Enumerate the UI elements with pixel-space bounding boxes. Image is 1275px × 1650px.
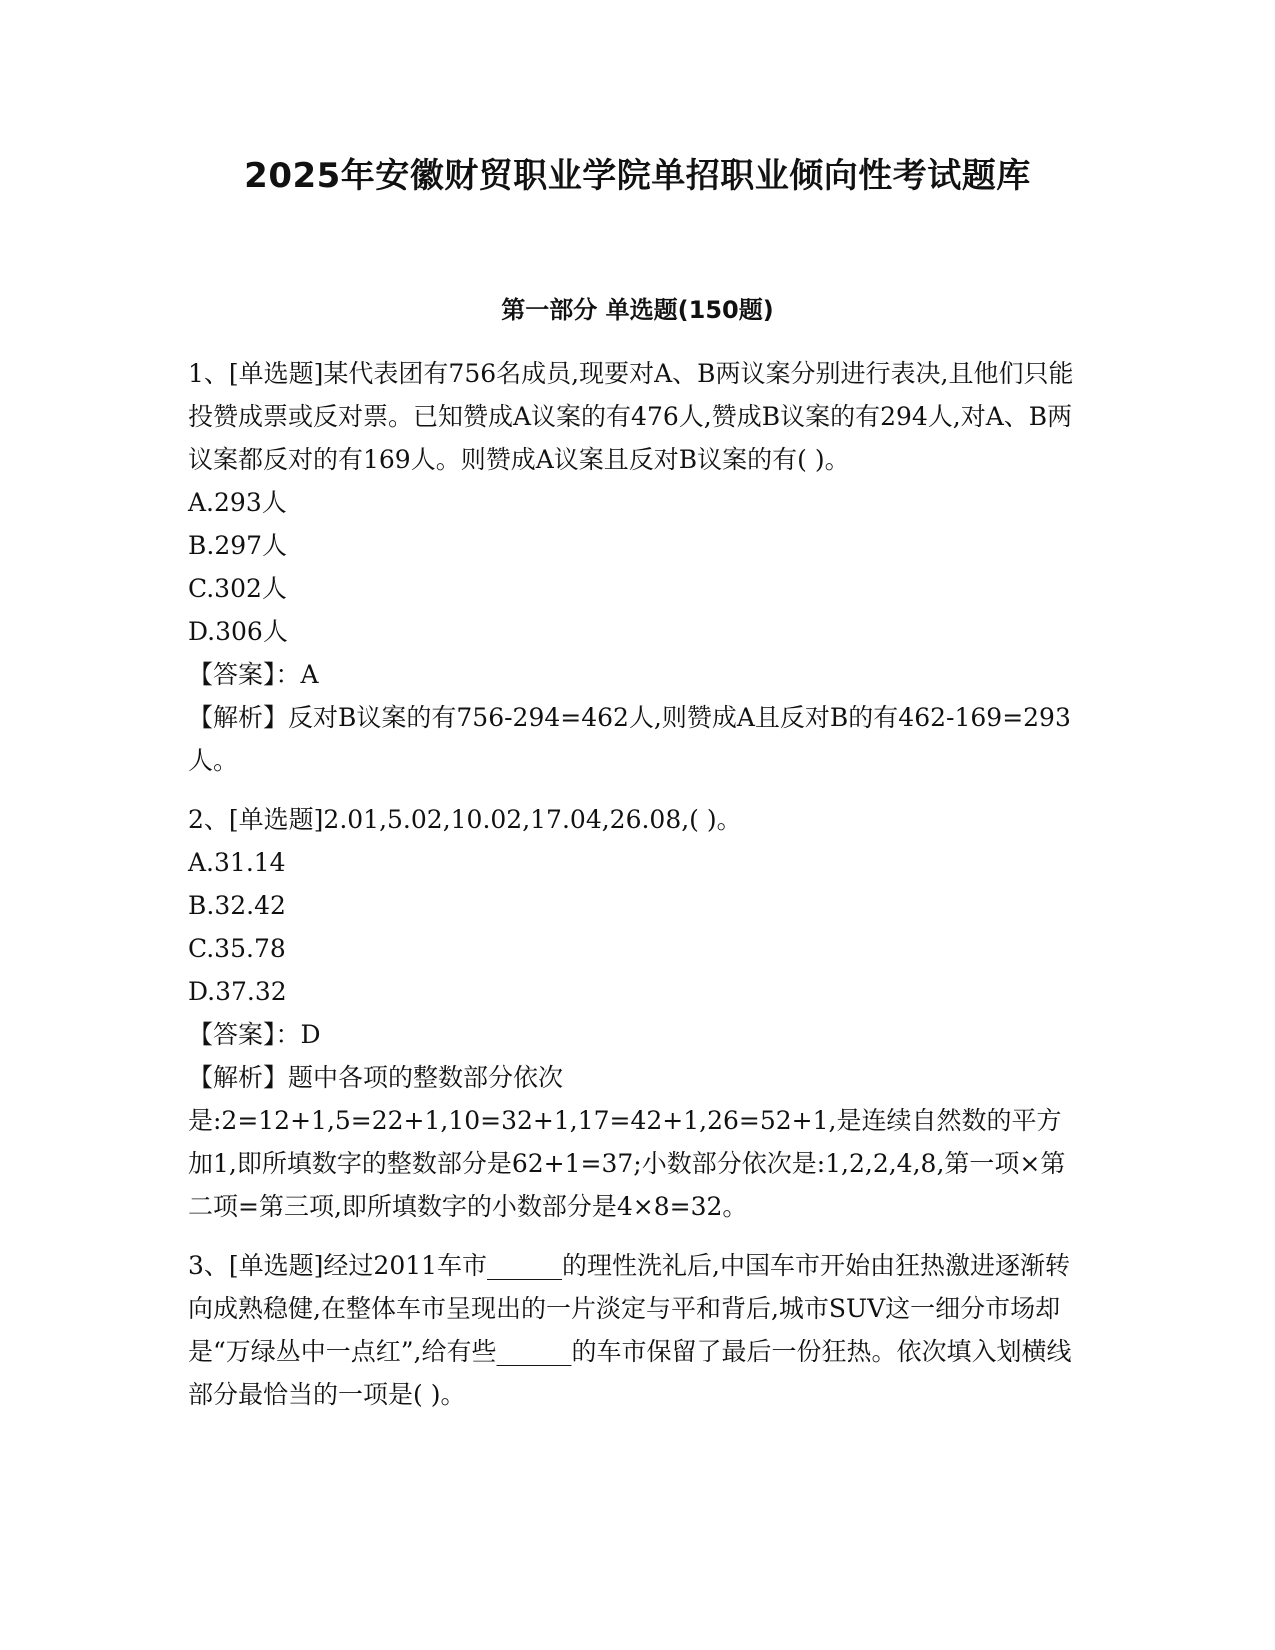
answer-label: 【答案】：: [188, 660, 301, 689]
question-stem: 1、[单选题]某代表团有756名成员,现要对A、B两议案分别进行表决,且他们只能投赞成票或反对票。已知赞成A议案的有476人,赞成B议案的有294人,对A、B两议案都反对的有169人。则赞成A议案且反对B议案的有( )。: [188, 359, 1074, 474]
analysis-label: 【解析】: [188, 703, 289, 732]
option-c: C.35.78: [188, 934, 286, 963]
analysis-text: 反对B议案的有756-294=462人,则赞成A且反对B的有462-169=293人。: [188, 703, 1071, 775]
answer-value: D: [300, 1020, 321, 1049]
analysis-line: [188, 1056, 1078, 1228]
option-a: A.31.14: [188, 848, 286, 877]
option-b: B.32.42: [188, 891, 286, 920]
section-title: 第一部分 单选题(150题): [501, 296, 774, 324]
answer-line: [188, 1013, 1078, 1056]
question-3: [188, 1244, 1078, 1416]
option-d: D.306人: [188, 617, 288, 646]
analysis-line: [188, 696, 1078, 782]
question-stem: 2、[单选题]2.01,5.02,10.02,17.04,26.08,( )。: [188, 805, 742, 834]
answer-value: A: [300, 660, 319, 689]
question-2: [188, 798, 1078, 1228]
question-stem: 3、[单选题]经过2011车市______的理性洗礼后,中国车市开始由狂热激进逐渐转向成熟稳健,在整体车市呈现出的一片淡定与平和背后,城市SUV这一细分市场却是“万绿丛中一点红”,给有些______的车市保留了最后一份狂热。依次填入划横线部分最恰当的一项是( )。: [188, 1251, 1072, 1409]
document-title: 2025年安徽财贸职业学院单招职业倾向性考试题库: [244, 156, 1031, 196]
question-list: [188, 352, 1078, 1432]
analysis-text: 题中各项的整数部分依次是:2=12+1,5=22+1,10=32+1,17=42+1,26=52+1,是连续自然数的平方加1,即所填数字的整数部分是62+1=37;小数部分依次是:1,2,2,4,8,第一项×第二项=第三项,即所填数字的小数部分是4×8=32。: [188, 1063, 1066, 1221]
answer-line: [188, 653, 1078, 696]
option-c: C.302人: [188, 574, 287, 603]
answer-label: 【答案】：: [188, 1020, 301, 1049]
analysis-label: 【解析】: [188, 1063, 289, 1092]
option-b: B.297人: [188, 531, 288, 560]
question-1: [188, 352, 1078, 782]
option-a: A.293人: [188, 488, 287, 517]
option-d: D.37.32: [188, 977, 287, 1006]
